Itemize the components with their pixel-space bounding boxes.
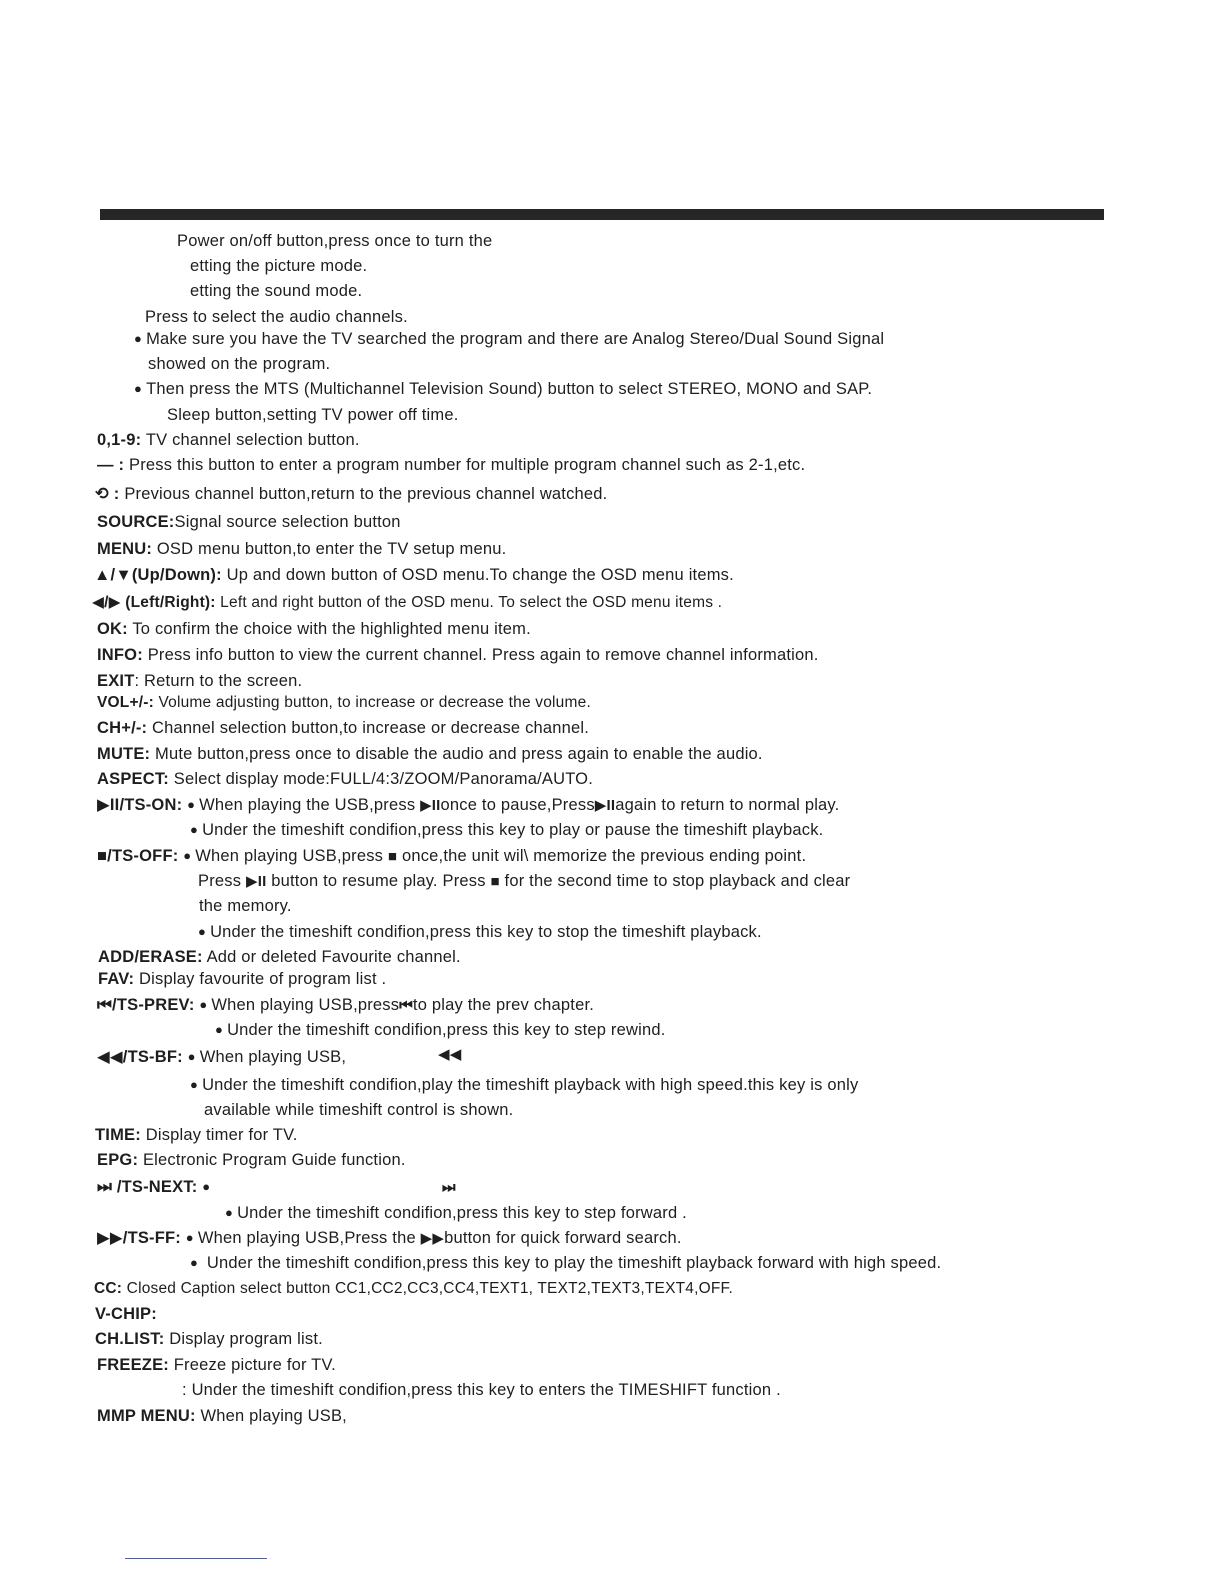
vchip-line: [95, 1304, 157, 1324]
audio-line: [145, 307, 408, 327]
tsbf-symbol: [438, 1044, 461, 1065]
updown-line: [94, 565, 734, 585]
tsoff-l2-b: button to resume play. Press: [271, 872, 486, 890]
play-pause-icon: ▶II/TS-ON:: [97, 796, 183, 814]
info-line: [97, 645, 819, 665]
info-key: INFO:: [97, 646, 143, 664]
freeze-line: [97, 1355, 336, 1375]
power-text: Power on/off button,press once to turn the: [177, 232, 493, 250]
tsprev-text-1: When playing USB,press: [211, 996, 400, 1014]
bullet-icon: ●: [134, 381, 143, 396]
bullet-icon: ●: [183, 848, 192, 863]
tsprev-text-2: to play the prev chapter.: [412, 996, 595, 1014]
bullet-icon: ●: [190, 822, 199, 837]
tsff-text-2: button for quick forward search.: [444, 1229, 682, 1247]
updown-key: ▲/▼(Up/Down):: [94, 566, 222, 584]
bullet-icon: ●: [190, 1255, 199, 1270]
prev-channel-line: [95, 484, 607, 504]
tsnext-line: [97, 1177, 214, 1198]
bullet-icon: ●: [187, 797, 196, 812]
picture-line: [190, 256, 367, 276]
aspect-text: Select display mode:FULL/4:3/ZOOM/Panorama/AUTO.: [173, 770, 594, 788]
tsnext-bullet-2: [225, 1203, 687, 1224]
adderase-text: Add or deleted Favourite channel.: [206, 948, 461, 966]
fav-text: Display favourite of program list .: [139, 970, 387, 988]
tsoff-bullet-2-text: Under the timeshift condifion,press this key to stop the timeshift playback.: [210, 923, 762, 941]
adderase-line: [98, 947, 461, 967]
tson-bullet-2: [190, 820, 823, 841]
menu-line: [97, 539, 506, 559]
picture-text: etting the picture mode.: [190, 257, 368, 275]
mute-key: MUTE:: [97, 745, 151, 763]
tsbf-bullet-2-cont: [204, 1100, 513, 1120]
chlist-text: Display program list.: [169, 1330, 323, 1348]
power-line: [177, 231, 492, 251]
source-key: SOURCE:: [97, 513, 175, 531]
mmp-key: MMP MENU:: [97, 1407, 196, 1425]
tsoff-l2-c: for the second time to stop playback and clear: [504, 872, 851, 890]
tsbf-bullet-2: [190, 1075, 858, 1096]
leftright-text: Left and right button of the OSD menu. To select the OSD menu items .: [220, 594, 723, 611]
audio-text: Press to select the audio channels.: [145, 308, 408, 326]
fav-key: FAV:: [98, 970, 135, 988]
tsff-text-1: When playing USB,Press the: [197, 1229, 416, 1247]
audio-bullet-1-text: Make sure you have the TV searched the program and there are Analog Stereo/Dual Sound Signal: [146, 330, 885, 348]
tsoff-line: [97, 846, 806, 867]
mmp-text: When playing USB,: [200, 1407, 347, 1425]
tsbf-line: [97, 1047, 346, 1068]
tsoff-l3: the memory.: [199, 897, 292, 915]
tson-text-1: When playing the USB,press: [199, 796, 416, 814]
bullet-icon: ●: [199, 997, 208, 1012]
num-line: [97, 430, 360, 450]
tsprev-bullet-2-text: Under the timeshift condifion,press this key to step rewind.: [227, 1021, 666, 1039]
bullet-icon: ●: [185, 1230, 194, 1245]
tson-text-2: once to pause,Press: [440, 796, 595, 814]
aspect-key: ASPECT:: [97, 770, 169, 788]
skip-back-icon: ⏮/TS-PREV:: [97, 996, 195, 1014]
stop-icon: ■: [387, 848, 398, 865]
tsoff-bullet-2: [198, 922, 762, 943]
rewind-icon: ◀◀: [438, 1046, 462, 1063]
vol-line: [97, 693, 591, 713]
tsnext-symbol: [442, 1177, 456, 1198]
tsnext-bullet-2-text: Under the timeshift condifion,press this key to step forward .: [237, 1204, 687, 1222]
timeshift-line: [182, 1380, 781, 1400]
time-key: TIME:: [95, 1126, 141, 1144]
tsff-line: [97, 1228, 682, 1249]
cc-line: [94, 1279, 733, 1299]
time-line: [95, 1125, 298, 1145]
vol-key: VOL+/-:: [97, 694, 154, 711]
tsff-bullet-2: [190, 1253, 941, 1274]
mute-line: [97, 744, 763, 764]
tsoff-l2-a: Press: [198, 872, 242, 890]
sleep-line: [167, 405, 459, 425]
stop-icon: ■: [490, 873, 500, 890]
bullet-icon: ●: [134, 331, 143, 346]
return-icon: ⟲ :: [95, 485, 120, 503]
fav-line: [98, 969, 386, 989]
vchip-key: V-CHIP:: [95, 1305, 157, 1323]
tsoff-text-2: once,the unit wil\ memorize the previous ending point.: [401, 847, 807, 865]
sound-line: [190, 281, 362, 301]
tsoff-text-1: When playing USB,press: [195, 847, 384, 865]
source-text: Signal source selection button: [174, 513, 401, 531]
tsbf-bullet-2-text: Under the timeshift condifion,play the timeshift playback with high speed.this key is only: [202, 1076, 859, 1094]
num-text: TV channel selection button.: [145, 431, 360, 449]
bullet-icon: ●: [187, 1049, 196, 1064]
exit-line: [97, 671, 302, 691]
fast-forward-icon: ▶▶: [420, 1230, 445, 1247]
rewind-icon: ◀◀/TS-BF:: [97, 1048, 183, 1066]
dash-line: [97, 455, 805, 475]
prev-channel-text: Previous channel button,return to the previous channel watched.: [124, 485, 608, 503]
play-pause-icon: ▶II: [594, 797, 616, 814]
tson-line: [97, 795, 839, 816]
skip-forward-icon: ⏭: [442, 1179, 456, 1196]
num-key: 0,1-9:: [97, 431, 142, 449]
play-pause-icon: ▶II: [420, 797, 441, 814]
exit-key: EXIT: [97, 672, 135, 690]
footer-rule: [125, 1558, 267, 1559]
stop-icon: ■/TS-OFF:: [97, 847, 179, 865]
epg-key: EPG:: [97, 1151, 139, 1169]
ok-text: To confirm the choice with the highlighted menu item.: [132, 620, 531, 638]
tsoff-line-3: [199, 896, 292, 916]
chlist-key: CH.LIST:: [95, 1330, 165, 1348]
audio-bullet-1-cont-text: showed on the program.: [148, 355, 331, 373]
tsff-bullet-2-text: Under the timeshift condifion,press this key to play the timeshift playback forward with high speed.: [206, 1254, 942, 1272]
epg-line: [97, 1150, 406, 1170]
freeze-text: Freeze picture for TV.: [173, 1356, 336, 1374]
audio-bullet-1: [134, 329, 884, 350]
ok-line: [97, 619, 531, 639]
audio-bullet-2: [134, 379, 872, 400]
tson-text-3: again to return to normal play.: [615, 796, 840, 814]
sound-text: etting the sound mode.: [190, 282, 363, 300]
tsbf-bullet-2-cont-text: available while timeshift control is shown.: [204, 1101, 514, 1119]
dash-text: Press this button to enter a program number for multiple program channel such as 2-1,etc.: [128, 456, 806, 474]
updown-text: Up and down button of OSD menu.To change the OSD menu items.: [226, 566, 734, 584]
info-text: Press info button to view the current channel. Press again to remove channel information.: [147, 646, 819, 664]
ch-key: CH+/-:: [97, 719, 148, 737]
ch-line: [97, 718, 589, 738]
bullet-icon: ●: [215, 1022, 224, 1037]
bullet-icon: ●: [198, 924, 207, 939]
bullet-icon: ●: [202, 1179, 211, 1194]
dash-key: — :: [97, 456, 125, 474]
fast-forward-icon: ▶▶/TS-FF:: [97, 1229, 181, 1247]
play-pause-icon: ▶II: [245, 873, 267, 890]
header-rule: [100, 209, 1104, 220]
tson-bullet-2-text: Under the timeshift condifion,press this key to play or pause the timeshift playback.: [202, 821, 824, 839]
bullet-icon: ●: [190, 1077, 199, 1092]
sleep-text: Sleep button,setting TV power off time.: [167, 406, 459, 424]
mmp-line: [97, 1406, 347, 1426]
timeshift-text: : Under the timeshift condifion,press this key to enters the TIMESHIFT function .: [182, 1381, 781, 1399]
ok-key: OK:: [97, 620, 128, 638]
epg-text: Electronic Program Guide function.: [142, 1151, 406, 1169]
ch-text: Channel selection button,to increase or decrease channel.: [152, 719, 590, 737]
bullet-icon: ●: [225, 1205, 234, 1220]
audio-bullet-2-text: Then press the MTS (Multichannel Television Sound) button to select STEREO, MONO and SAP.: [146, 380, 873, 398]
leftright-line: [92, 593, 722, 613]
adderase-key: ADD/ERASE:: [98, 948, 203, 966]
aspect-line: [97, 769, 593, 789]
freeze-key: FREEZE:: [97, 1356, 169, 1374]
vol-text: Volume adjusting button, to increase or decrease the volume.: [158, 694, 591, 711]
tsprev-line: [97, 995, 594, 1016]
leftright-key: ◀/▶ (Left/Right):: [92, 594, 216, 611]
skip-forward-icon: ⏭ /TS-NEXT:: [97, 1178, 198, 1196]
skip-back-icon: ⏮: [399, 997, 413, 1014]
source-line: [97, 512, 401, 532]
tsprev-bullet-2: [215, 1020, 666, 1041]
tsbf-text-1: When playing USB,: [199, 1048, 347, 1066]
cc-key: CC:: [94, 1280, 123, 1297]
menu-key: MENU:: [97, 540, 153, 558]
menu-text: OSD menu button,to enter the TV setup menu.: [156, 540, 507, 558]
chlist-line: [95, 1329, 323, 1349]
cc-text: Closed Caption select button CC1,CC2,CC3,CC4,TEXT1, TEXT2,TEXT3,TEXT4,OFF.: [126, 1280, 733, 1297]
exit-text: : Return to the screen.: [134, 672, 303, 690]
tsoff-line-2: [198, 871, 850, 892]
mute-text: Mute button,press once to disable the audio and press again to enable the audio.: [155, 745, 763, 763]
audio-bullet-1-cont: [148, 354, 330, 374]
time-text: Display timer for TV.: [145, 1126, 298, 1144]
